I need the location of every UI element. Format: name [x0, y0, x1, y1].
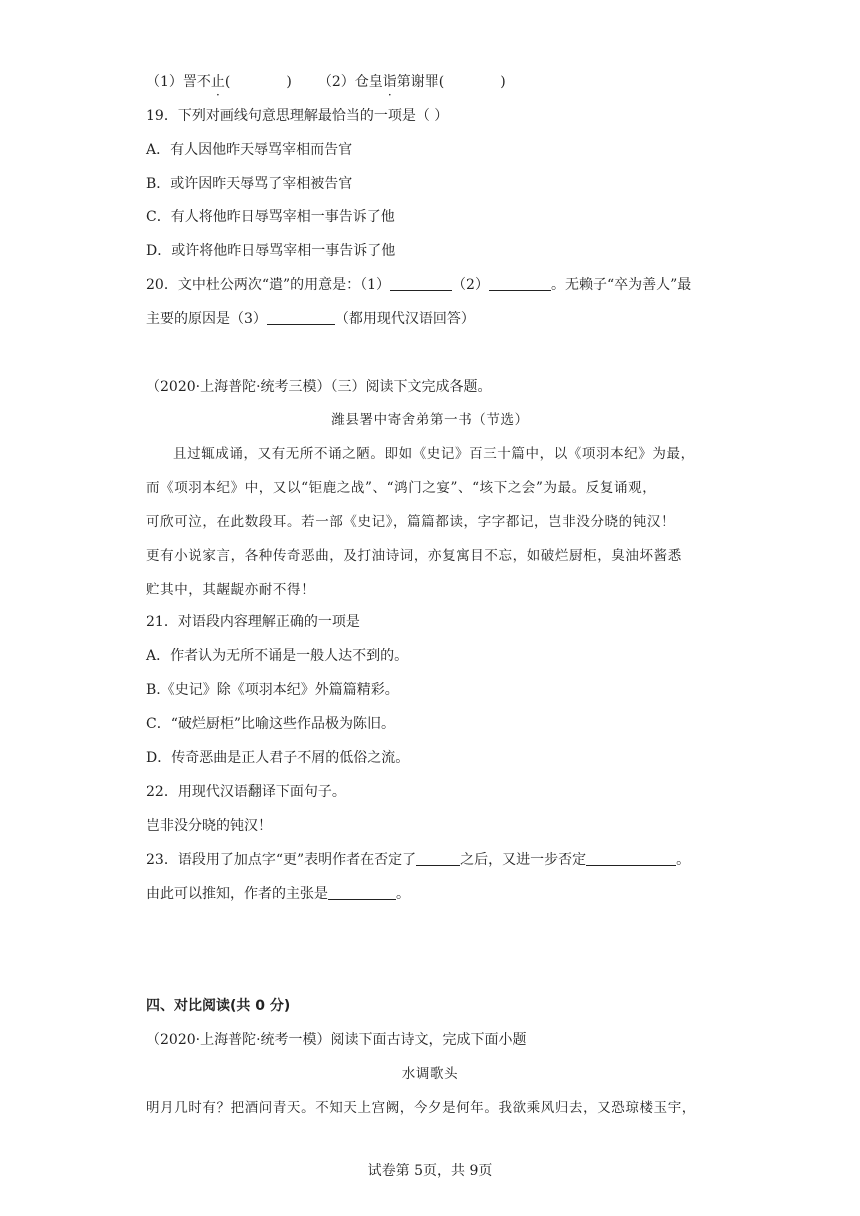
- section4-source: （2020·上海普陀·统考一模）阅读下面古诗文，完成下面小题: [146, 1032, 527, 1048]
- q21-stem: 21．对语段内容理解正确的一项是: [146, 614, 360, 630]
- q23-text-b: 之后，又进一步否定: [460, 852, 587, 868]
- q21-option-a: A．作者认为无所不诵是一般人达不到的。: [146, 648, 409, 664]
- q23-text-c: 。: [676, 852, 691, 868]
- q18-part1-close: ): [286, 74, 292, 90]
- section4-heading: 四、对比阅读(共 0 分): [146, 998, 291, 1014]
- q21-option-d: D．传奇恶曲是正人君子不屑的低俗之流。: [146, 750, 410, 766]
- q22-stem: 22．用现代汉语翻译下面句子。: [146, 784, 346, 800]
- passage-line-4: 更有小说家言，各种传奇恶曲，及打油诗词，亦复寓目不忘，如破烂厨柜，臭油坏酱悉: [146, 548, 682, 564]
- q18-part2-dotted-char: 诣: [382, 74, 397, 90]
- q21-option-c: C．“破烂厨柜”比喻这些作品极为陈旧。: [146, 716, 396, 732]
- q20-line2-text-b: （都用现代汉语回答）: [334, 311, 475, 327]
- q23-text-a: 23．语段用了加点字“更”表明作者在否定了: [146, 852, 417, 868]
- q22-sentence: 岂非没分晓的钝汉！: [146, 818, 272, 834]
- q18-part1-suffix: (: [224, 74, 231, 90]
- q18-part1-dotted-char: 止: [210, 74, 225, 90]
- q18-part2-close: ): [500, 74, 506, 90]
- section3-title: 潍县署中寄舍弟第一书（节选）: [331, 412, 529, 428]
- q18-parts-line: [146, 72, 506, 92]
- q21-option-b: B.《史记》除《项羽本纪》外篇篇精彩。: [146, 682, 399, 698]
- q20-text-c: 。无赖子“卒为善人”最: [550, 277, 692, 293]
- poem-line-1: 明月几时有？把酒问青天。不知天上宫阙，今夕是何年。我欲乘风归去，又恐琼楼玉宇，: [146, 1100, 696, 1116]
- q23-line2-text-a: 由此可以推知，作者的主张是: [146, 886, 328, 902]
- q20-line2-text-a: 主要的原因是（3）: [146, 311, 267, 327]
- q19-option-b: B．或许因昨天辱骂了宰相被告官: [146, 176, 353, 192]
- passage-line-1: 且过辄成诵，又有无所不诵之陋。即如《史记》百三十篇中，以《项羽本纪》为最，: [173, 446, 695, 462]
- q18-part1-prefix: （1）詈不: [146, 74, 211, 90]
- q20-line1: [146, 275, 691, 295]
- q18-part2-prefix: （2）仓皇: [317, 74, 383, 90]
- q20-text-a: 20．文中杜公两次“遣”的用意是：（1）: [146, 277, 391, 293]
- q20-blank-2: [489, 276, 551, 291]
- q20-blank-1: [390, 276, 452, 291]
- section3-source: （2020·上海普陀·统考三模）（三）阅读下文完成各题。: [146, 379, 492, 395]
- q23-line2: [146, 884, 410, 904]
- q23-blank-2: [586, 851, 676, 866]
- passage-line-2: 而《项羽本纪》中，又以“钜鹿之战”、“鸿门之宴”、“垓下之会”为最。反复诵观，: [146, 480, 657, 496]
- q18-part2-suffix: 第谢罪(: [396, 74, 445, 90]
- q23-line1: [146, 850, 690, 870]
- q20-blank-3: [267, 310, 335, 325]
- q23-blank-1: [416, 851, 460, 866]
- passage-line-3: 可欣可泣，在此数段耳。若一部《史记》，篇篇都读，字字都记，岂非没分晓的钝汉！: [146, 514, 676, 530]
- q19-stem: 19．下列对画线句意思理解最恰当的一项是（ ）: [146, 108, 449, 124]
- q23-blank-3: [328, 885, 396, 900]
- q23-line2-text-b: 。: [396, 886, 410, 902]
- poem-title: 水调歌头: [401, 1066, 459, 1082]
- q20-text-b: （2）: [452, 277, 489, 293]
- q19-option-a: A．有人因他昨天辱骂宰相而告官: [146, 142, 353, 158]
- passage-line-5: 贮其中，其龌龊亦耐不得！: [146, 582, 316, 598]
- q19-option-d: D．或许将他昨日辱骂宰相一事告诉了他: [146, 243, 396, 259]
- q19-option-c: C．有人将他昨日辱骂宰相一事告诉了他: [146, 209, 395, 225]
- page-footer: 试卷第 5页，共 9页: [367, 1163, 493, 1179]
- q20-line2: [146, 309, 475, 329]
